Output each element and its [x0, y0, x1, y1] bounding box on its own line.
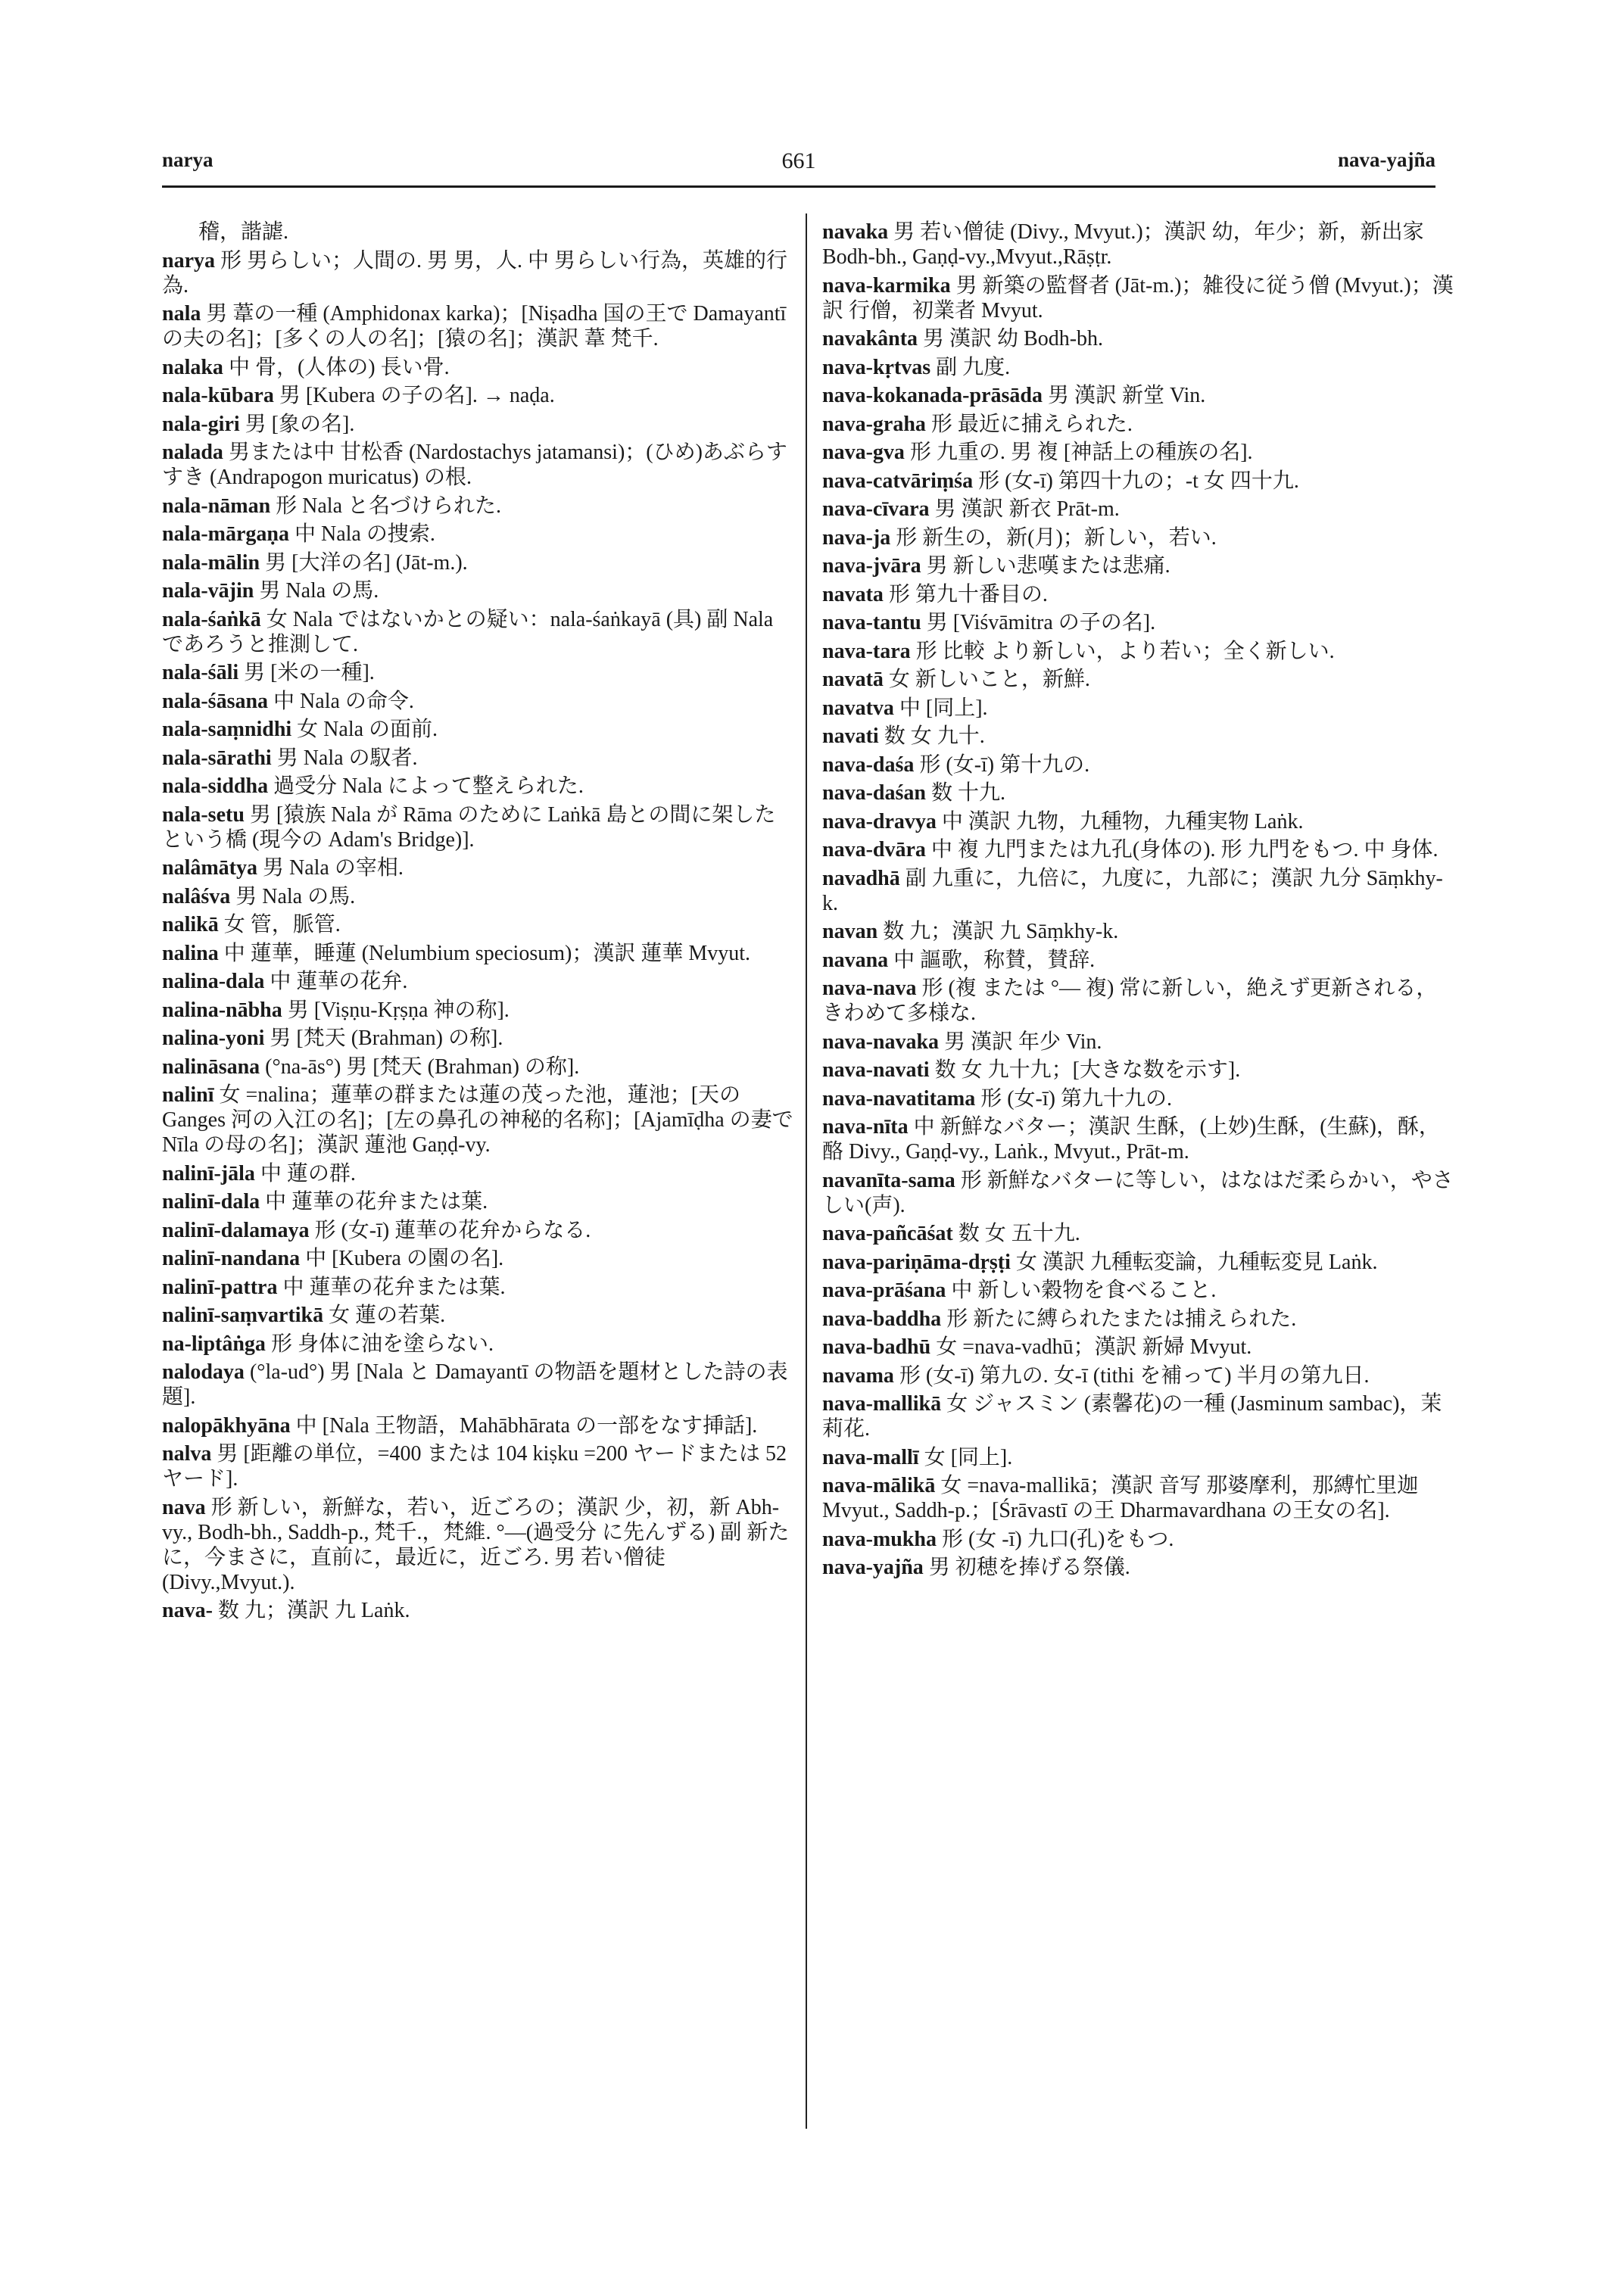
dictionary-entry [822, 326, 1454, 351]
entry-headword: na-liptâṅga [162, 1332, 266, 1356]
entry-headword: nava-jvāra [822, 554, 921, 578]
entry-definition: 男 [米の一種]. [244, 661, 375, 684]
entry-definition: 女 ジャスミン (素馨花)の一種 (Jasminum sambac)，茉莉花. [822, 1392, 1442, 1441]
dictionary-entry [162, 550, 793, 575]
entry-headword: navati [822, 724, 879, 748]
entry-headword: nala-saṃnidhi [162, 718, 292, 741]
entry-headword: nala [162, 302, 201, 326]
entry-definition: 中 骨，(人体の) 長い骨. [228, 355, 450, 379]
dictionary-entry [162, 884, 793, 909]
entry-definition: 形 (複 または °— 複) 常に新しい，絶えず更新される，きわめて多様な. [822, 977, 1438, 1025]
entry-headword: navanīta-sama [822, 1168, 955, 1192]
entry-headword: nalâmātya [162, 856, 257, 880]
entry-headword: nava-daśa [822, 752, 915, 777]
entry-definition: 形 第九十番目の. [888, 582, 1048, 606]
entry-headword: nava-pañcāśat [822, 1222, 953, 1245]
dictionary-entry [162, 1495, 793, 1595]
dictionary-entry [162, 383, 793, 408]
dictionary-entry [822, 497, 1454, 522]
entry-headword: nava-tantu [822, 611, 921, 634]
entry-definition: 女 =nava-vadhū；漢訳 新婦 Mvyut. [936, 1335, 1252, 1359]
dictionary-entry [822, 1030, 1454, 1055]
entry-definition: 男 [距離の単位，=400 または 104 kiṣku =200 ヤードまたは 52ヤード]. [162, 1442, 787, 1491]
dictionary-entry [822, 1278, 1454, 1303]
entry-definition: 中 蓮華の花弁または葉. [282, 1275, 506, 1299]
dictionary-entry [822, 1221, 1454, 1246]
dictionary-entry [822, 948, 1454, 973]
entry-headword: nala-setu [162, 802, 245, 827]
entry-headword: nala-śāsana [162, 689, 269, 713]
entry-headword: nava-dravya [822, 809, 937, 833]
entry-definition: 中 蓮の群. [260, 1161, 356, 1185]
entry-headword: nava-catvāriṃśa [822, 469, 974, 493]
entry-headword: nalina [162, 941, 219, 965]
entry-definition: 数 九；漢訳 九 Laṅk. [217, 1599, 410, 1622]
entry-headword: nava-ja [822, 525, 891, 550]
entry-headword: nava-graha [822, 412, 926, 436]
dictionary-entry [162, 248, 793, 298]
dictionary-entry [162, 1332, 793, 1357]
dictionary-entry [822, 752, 1454, 777]
entry-definition: 中 新鮮なバター；漢訳 生酥，(上妙)生酥，(生蘇)，酥，酪 Divy., Gaṇḍ-vy., Laṅk., Mvyut., Prāt-m. [822, 1115, 1440, 1164]
column-divider [806, 213, 807, 2129]
entry-definition: 形 (女 -ī) 九口(孔)をもつ. [941, 1527, 1174, 1551]
entry-definition: 男 Nala の馭者. [276, 746, 418, 770]
dictionary-entry [162, 522, 793, 547]
entry-definition: 男 漢訳 年少 Vin. [944, 1030, 1102, 1054]
entry-definition: 中 [Nala 王物語，Mahābhārata の一部をなす挿話]. [295, 1413, 758, 1438]
entry-headword: nava-daśan [822, 781, 926, 805]
dictionary-entry [822, 1555, 1454, 1580]
entry-headword: nalināsana [162, 1055, 260, 1079]
entry-definition: 男 初穂を捧げる祭儀. [928, 1556, 1130, 1579]
dictionary-entry [822, 1114, 1454, 1164]
entry-headword: nalina-nābha [162, 998, 282, 1022]
dictionary-entry [162, 998, 793, 1023]
entry-definition: 形 (女-ī) 第四十九の；-t 女 四十九. [978, 469, 1299, 493]
dictionary-entry [162, 1413, 793, 1438]
entry-headword: narya [162, 248, 215, 273]
dictionary-entry [822, 1058, 1454, 1083]
dictionary-entry [822, 809, 1454, 834]
entry-headword: nala-siddha [162, 774, 269, 798]
entry-headword: navan [822, 920, 878, 943]
dictionary-entry [822, 1086, 1454, 1111]
entry-headword: nava-dvāra [822, 838, 926, 861]
entry-definition: 形 九重の. 男 複 [神話上の種族の名]. [909, 441, 1253, 464]
entry-headword: nava-mallikā [822, 1392, 942, 1416]
dictionary-entry [162, 1161, 793, 1186]
entry-headword: nava-cīvara [822, 497, 930, 521]
dictionary-entry [162, 578, 793, 603]
entry-headword: nalinī [162, 1083, 214, 1107]
dictionary-entry [162, 774, 793, 799]
dictionary-entry [822, 976, 1454, 1026]
entry-headword: nalikā [162, 913, 219, 936]
entry-headword: nava-tara [822, 639, 911, 663]
entry-headword: nala-vājin [162, 579, 254, 603]
entry-definition: 中 新しい穀物を食べること. [951, 1279, 1217, 1302]
entry-definition: 中 [Kubera の園の名]. [305, 1247, 504, 1270]
entry-headword: navata [822, 582, 884, 606]
dictionary-entry [162, 1055, 793, 1080]
entry-headword: nava-mālikā [822, 1474, 936, 1497]
entry-headword: nalinī-nandana [162, 1247, 301, 1270]
entry-definition: 副 九度. [936, 355, 1011, 379]
entry-definition: 形 新鮮なバターに等しい，はなはだ柔らかい，やさしい(声). [822, 1168, 1454, 1217]
entry-definition: 女 漢訳 九種転変論，九種転変見 Laṅk. [1015, 1250, 1378, 1274]
entry-definition: 男 漢訳 新堂 Vin. [1047, 384, 1206, 407]
entry-definition: 数 九；漢訳 九 Sāṃkhy-k. [883, 920, 1119, 943]
entry-headword: nala-śaṅkā [162, 607, 261, 631]
entry-definition: 中 蓮華の花弁または葉. [265, 1190, 488, 1213]
page-header [162, 148, 1435, 185]
right-column [822, 220, 1454, 1584]
dictionary-entry [162, 1598, 793, 1623]
entry-definition: 数 女 九十九；[大きな数を示す]. [934, 1058, 1241, 1082]
entry-headword: nava-baddha [822, 1307, 942, 1331]
entry-definition: 数 十九. [930, 781, 1005, 805]
entry-definition: (°la-ud°) 男 [Nala と Damayantī の物語を題材とした詩の表題]. [162, 1360, 788, 1409]
entry-headword: nalina-yoni [162, 1027, 265, 1050]
entry-headword: nava [162, 1495, 206, 1519]
entry-headword: nava-karmika [822, 273, 951, 298]
entry-headword: nalâśva [162, 884, 231, 908]
entry-definition: 女 新しいこと，新鮮. [888, 668, 1090, 691]
dictionary-entry [822, 780, 1454, 805]
dictionary-entry [162, 1360, 793, 1410]
entry-headword: nalinī-dala [162, 1190, 260, 1213]
entry-definition: 男または中 甘松香 (Nardostachys jatamansi)；(ひめ)あぶらすすき (Andrapogon muricatus) の根. [162, 441, 787, 489]
left-column [162, 220, 793, 1627]
dictionary-entry [822, 919, 1454, 944]
dictionary-entry [162, 607, 793, 657]
entry-headword: nava-mallī [822, 1445, 919, 1469]
entry-headword: nava-prāśana [822, 1279, 946, 1302]
dictionary-entry [162, 1275, 793, 1300]
dictionary-entry [822, 1473, 1454, 1523]
entry-headword: navama [822, 1363, 894, 1388]
dictionary-entry [822, 1307, 1454, 1332]
entry-definition: 稽，諧謔. [198, 220, 289, 244]
entry-definition: 男 新築の監督者 (Jāt-m.)；雑役に従う僧 (Mvyut.)；漢訳 行僧，初業者 Mvyut. [822, 273, 1454, 322]
entry-headword: nava-yajña [822, 1556, 924, 1579]
entry-definition: (°na-ās°) 男 [梵天 (Brahman) の称]. [265, 1055, 580, 1079]
entry-headword: nava-navati [822, 1058, 930, 1082]
entry-headword: nava-mukha [822, 1527, 937, 1551]
entry-definition: 形 身体に油を塗らない. [270, 1332, 494, 1356]
dictionary-entry [162, 1026, 793, 1051]
dictionary-entry [822, 696, 1454, 721]
entry-headword: nava-kokanada-prāsāda [822, 384, 1043, 407]
dictionary-entry [162, 746, 793, 771]
entry-headword: nala-sārathi [162, 746, 272, 770]
dictionary-entry [822, 837, 1454, 862]
dictionary-entry [822, 412, 1454, 437]
dictionary-entry [822, 525, 1454, 550]
entry-definition: 形 新生の，新(月)；新しい，若い. [896, 525, 1217, 550]
entry-headword: nalodaya [162, 1360, 245, 1384]
entry-definition: 形 (女-ī) 第十九の. [919, 752, 1090, 777]
entry-headword: nala-mālin [162, 550, 260, 575]
dictionary-entry [162, 689, 793, 714]
entry-headword: navana [822, 948, 889, 972]
entry-headword: nalinī-dalamaya [162, 1218, 310, 1242]
entry-definition: 女 =nalina；蓮華の群または蓮の茂った池，蓮池；[天の Ganges 河の入江の名]；[左の鼻孔の神秘的名称]；[Ajamīḍha の妻で Nīla の母の名]；漢訳 蓮池 Gaṇḍ-vy. [162, 1083, 793, 1157]
dictionary-entry [822, 866, 1454, 916]
dictionary-entry [162, 412, 793, 437]
entry-definition: 形 (女-ī) 第九の. 女-ī (tithi を補って) 半月の第九日. [899, 1363, 1370, 1388]
page-number: 661 [781, 148, 816, 173]
entry-definition: 男 [象の名]. [245, 412, 355, 436]
entry-headword: nava-badhū [822, 1335, 931, 1359]
dictionary-entry [822, 1445, 1454, 1470]
entry-headword: nalopākhyāna [162, 1413, 291, 1438]
entry-definition: 副 九重に，九倍に，九度に，九部に；漢訳 九分 Sāṃkhy-k. [822, 866, 1443, 915]
dictionary-entry [162, 440, 793, 490]
entry-headword: navaka [822, 220, 889, 244]
dictionary-entry [822, 639, 1454, 664]
entry-definition: 形 新たに縛られたまたは捕えられた. [946, 1307, 1297, 1331]
entry-definition: 男 漢訳 幼 Bodh-bh. [923, 327, 1104, 350]
entry-headword: nala-giri [162, 412, 240, 436]
dictionary-entry [162, 494, 793, 519]
entry-definition: 男 [Kubera の子の名]. → naḍa. [279, 384, 555, 407]
dictionary-entry [162, 1246, 793, 1271]
dictionary-entry [822, 273, 1454, 323]
dictionary-entry [162, 969, 793, 994]
entry-definition: 男 漢訳 新衣 Prāt-m. [934, 497, 1120, 521]
dictionary-entry [162, 941, 793, 966]
dictionary-entry [822, 1335, 1454, 1360]
entry-definition: 女 Nala ではないかとの疑い：nala-śaṅkayā (具) 副 Nala であろうと推測して. [162, 607, 774, 656]
entry-headword: nava- [162, 1599, 213, 1622]
entry-headword: nala-mārgaṇa [162, 522, 289, 546]
entry-definition: 男 Nala の馬. [259, 579, 379, 603]
dictionary-entry [822, 1250, 1454, 1275]
entry-headword: nava-gva [822, 441, 905, 464]
entry-definition: 形 Nala と名づけられた. [276, 494, 502, 518]
dictionary-entry [162, 717, 793, 742]
entry-headword: nalaka [162, 355, 223, 379]
dictionary-entry [822, 1168, 1454, 1218]
entry-headword: nalinī-jāla [162, 1161, 255, 1185]
entry-headword: nava-kṛtvas [822, 355, 931, 379]
entry-headword: nalinī-saṃvartikā [162, 1304, 324, 1327]
entry-headword: nala-kūbara [162, 384, 274, 407]
dictionary-entry [822, 610, 1454, 635]
entry-definition: 男 新しい悲嘆または悲痛. [926, 554, 1170, 578]
dictionary-entry [162, 1303, 793, 1328]
dictionary-entry [162, 1189, 793, 1214]
entry-headword: nalinī-pattra [162, 1275, 278, 1299]
dictionary-entry [162, 660, 793, 685]
dictionary-entry [162, 1218, 793, 1243]
dictionary-entry [822, 1391, 1454, 1441]
entry-definition: 女 =nava-mallikā；漢訳 音写 那婆摩利，那縛忙里迦 Mvyut., Saddh-p.；[Śrāvastī の王 Dharmavardhana の王女の名]. [822, 1474, 1419, 1522]
entry-headword: nala-śāli [162, 661, 239, 684]
dictionary-entry [822, 667, 1454, 692]
entry-headword: nava-nava [822, 977, 917, 1000]
entry-definition: 女 蓮の若葉. [329, 1304, 446, 1327]
dictionary-entry [162, 855, 793, 880]
entry-definition: 数 女 九十. [884, 724, 985, 748]
entry-definition: 中 漢訳 九物，九種物，九種実物 Laṅk. [941, 809, 1304, 833]
dictionary-entry [162, 355, 793, 380]
dictionary-entry [822, 355, 1454, 380]
dictionary-entry [162, 220, 793, 245]
entry-headword: nava-nīta [822, 1115, 909, 1139]
entry-definition: 中 蓮華，睡蓮 (Nelumbium speciosum)；漢訳 蓮華 Mvyut. [223, 941, 751, 965]
entry-definition: 中 [同上]. [899, 696, 988, 720]
entry-definition: 男 若い僧徒 (Divy., Mvyut.)；漢訳 幼，年少；新，新出家 Bodh-bh., Gaṇḍ-vy.,Mvyut.,Rāṣṭr. [822, 220, 1424, 269]
entry-headword: navakânta [822, 327, 918, 350]
entry-definition: 男 [大洋の名] (Jāt-m.). [265, 550, 468, 575]
entry-headword: nalva [162, 1442, 212, 1466]
entry-headword: nalina-dala [162, 970, 265, 993]
running-head-right: nava-yajña [1337, 148, 1435, 171]
running-head-left: narya [162, 148, 214, 171]
dictionary-entry [162, 802, 793, 852]
entry-definition: 形 男らしい；人間の. 男 男，人. 中 男らしい行為，英雄的行為. [162, 248, 788, 298]
entry-headword: nalada [162, 441, 223, 464]
entry-headword: navatva [822, 696, 894, 720]
dictionary-entry [162, 301, 793, 351]
entry-definition: 男 [梵天 (Brahman) の称]. [270, 1027, 503, 1050]
dictionary-entry [822, 553, 1454, 578]
entry-definition: 形 最近に捕えられた. [930, 412, 1133, 436]
entry-definition: 男 葦の一種 (Amphidonax karka)；[Niṣadha 国の王で Damayantī の夫の名]；[多くの人の名]；[猿の名]；漢訳 葦 梵千. [162, 302, 787, 350]
dictionary-entry [822, 582, 1454, 607]
entry-definition: 形 (女-ī) 第九十九の. [980, 1086, 1172, 1111]
entry-definition: 過受分 Nala によって整えられた. [273, 774, 584, 798]
entry-definition: 中 Nala の命令. [273, 689, 414, 713]
entry-definition: 中 謳歌，称賛，賛辞. [893, 948, 1096, 972]
entry-definition: 数 女 五十九. [958, 1222, 1080, 1245]
dictionary-entry [822, 383, 1454, 408]
entry-definition: 男 Nala の馬. [235, 884, 356, 908]
entry-definition: 形 比較 より新しい，より若い；全く新しい. [915, 639, 1335, 663]
entry-headword: navadhā [822, 866, 900, 890]
entry-definition: 形 新しい，新鮮な，若い，近ごろの；漢訳 少，初，新 Abh-vy., Bodh-bh., Saddh-p., 梵千.，梵維. °—(過受分 に先んずる) 副 新たに，今まさに，直前に，最近に，近ごろ. 男 若い僧徒 (Divy.,Mvyut.). [162, 1495, 790, 1594]
dictionary-entry [162, 1083, 793, 1157]
entry-definition: 女 Nala の面前. [297, 718, 438, 741]
entry-definition: 形 (女-ī) 蓮華の花弁からなる. [314, 1218, 591, 1242]
dictionary-entry [822, 469, 1454, 494]
entry-definition: 女 [同上]. [924, 1445, 1013, 1469]
dictionary-entry [822, 724, 1454, 749]
header-rule [162, 185, 1435, 188]
entry-definition: 男 [Viśvāmitra の子の名]. [926, 611, 1156, 634]
entry-headword: nava-navatitama [822, 1086, 976, 1111]
entry-definition: 女 管，脈管. [223, 913, 341, 936]
entry-definition: 中 Nala の捜索. [295, 522, 435, 546]
dictionary-entry [162, 1441, 793, 1491]
entry-definition: 中 蓮華の花弁. [270, 970, 408, 993]
dictionary-entry [162, 912, 793, 937]
entry-definition: 男 [猿族 Nala が Rāma のために Laṅkā 島との間に架したという橋 (現今の Adam's Bridge)]. [162, 802, 776, 852]
entry-definition: 男 Nala の宰相. [263, 856, 404, 880]
dictionary-entry [822, 220, 1454, 269]
dictionary-entry [822, 1363, 1454, 1388]
entry-headword: nala-nāman [162, 494, 271, 518]
entry-headword: navatā [822, 668, 884, 691]
entry-headword: nava-navaka [822, 1030, 940, 1054]
dictionary-entry [822, 440, 1454, 465]
entry-definition: 中 複 九門または九孔(身体の). 形 九門をもつ. 中 身体. [930, 838, 1439, 861]
dictionary-entry [822, 1527, 1454, 1552]
entry-definition: 男 [Viṣṇu-Kṛṣṇa 神の称]. [287, 998, 510, 1022]
entry-headword: nava-pariṇāma-dṛṣṭi [822, 1250, 1011, 1274]
